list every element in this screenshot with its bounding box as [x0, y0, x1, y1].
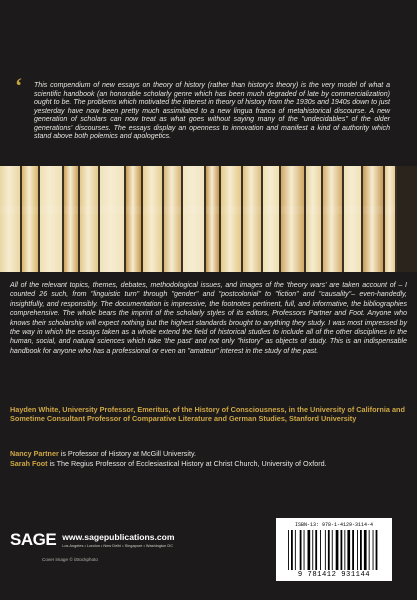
book-spine [385, 166, 397, 272]
bio-foot [10, 459, 407, 469]
book-spine [323, 166, 344, 272]
book-spine [206, 166, 221, 272]
book-spine [306, 166, 323, 272]
book-spine [0, 166, 22, 272]
bio-name: Nancy Partner [10, 449, 59, 458]
book-spine [243, 166, 263, 272]
publisher-block [10, 530, 175, 550]
publisher-cities: Los Angeles • London • New Delhi • Singapore • Washington DC [62, 543, 174, 548]
bio-name: Sarah Foot [10, 459, 48, 469]
publisher-url[interactable]: www.sagepublications.com [62, 532, 175, 542]
review-attribution: Hayden White, University Professor, Emeritus, of the History of Consciousness, in the University of California and Sometime Consultant Professor of Comparative Literature and German Studies, Stanford University [10, 405, 405, 424]
book-spine [164, 166, 183, 272]
bio-text: is The Regius Professor of Ecclesiastical History at Christ Church, University of Oxford. [47, 459, 327, 469]
book-spine [80, 166, 100, 272]
isbn-text: ISBN-13: 978-1-4129-3114-4 [294, 522, 373, 528]
book-spine [183, 166, 206, 272]
ean-text: 9 781412 931144 [297, 571, 371, 579]
sage-logo: SAGE [10, 530, 57, 549]
barcode-bars [286, 530, 386, 572]
book-spines-image [0, 166, 417, 272]
endorsement-quote: This compendium of new essays on theory of history (rather than history's theory) is the very model of what a scientific handbook (an honorable scholarly genre which has been much degraded of late by commercialization) ought to be. The problems which motivated the interest in theory of history from the 1930s and 1940s down to just yesterday have now been pretty much assimilated to a new lingua franca of metahistorical discourse. A new generation of scholars can now treat as what goes without saying many of the "undecidables" of the older generations' discourses. The essays display an openness to innovation and manifest a kind of authority which stand above both polemics and apologetics. [34, 82, 390, 141]
book-spine [363, 166, 385, 272]
book-spine [281, 166, 306, 272]
book-spine [263, 166, 281, 272]
book-spine [22, 166, 40, 272]
book-spine [100, 166, 126, 272]
barcode [276, 518, 392, 581]
bio-text: is Professor of History at McGill University. [58, 449, 197, 458]
bio-partner [10, 449, 407, 459]
editor-bios [10, 449, 407, 470]
book-spine [344, 166, 363, 272]
book-spine [64, 166, 80, 272]
cover-credit: Cover image © iStockphoto [42, 557, 98, 562]
book-spine [221, 166, 243, 272]
book-spine [40, 166, 64, 272]
review-text: All of the relevant topics, themes, debates, methodological issues, and images of the 'theory wars' are taken account of – I counted 26 such, from "linguistic turn" through "gender" and "postcolonial" to "fiction" and "causality"– even-handedly, insightfully, and responsibly. The documentation is impressive, the footnotes pertinent, full, and informative, the bibliographies comprehensive. The whole bears the imprint of the scholarly styles of its editors, Professors Partner and Foot. Anyone who knows their scholarship will expect nothing but the highest standards brought to anything they study. I was most impressed by the way in which the essays taken as a whole extend the field of historical studies to include all of the other disciplines in the human, social, and natural sciences which take 'the past' and not only "history" as objects of study. This is an indispensable handbook for anyone who has a professional or even an "amateur" interest in the study of the past. [10, 282, 407, 355]
book-spine [143, 166, 164, 272]
book-spine [126, 166, 143, 272]
quote-mark: ‘ [15, 73, 23, 98]
